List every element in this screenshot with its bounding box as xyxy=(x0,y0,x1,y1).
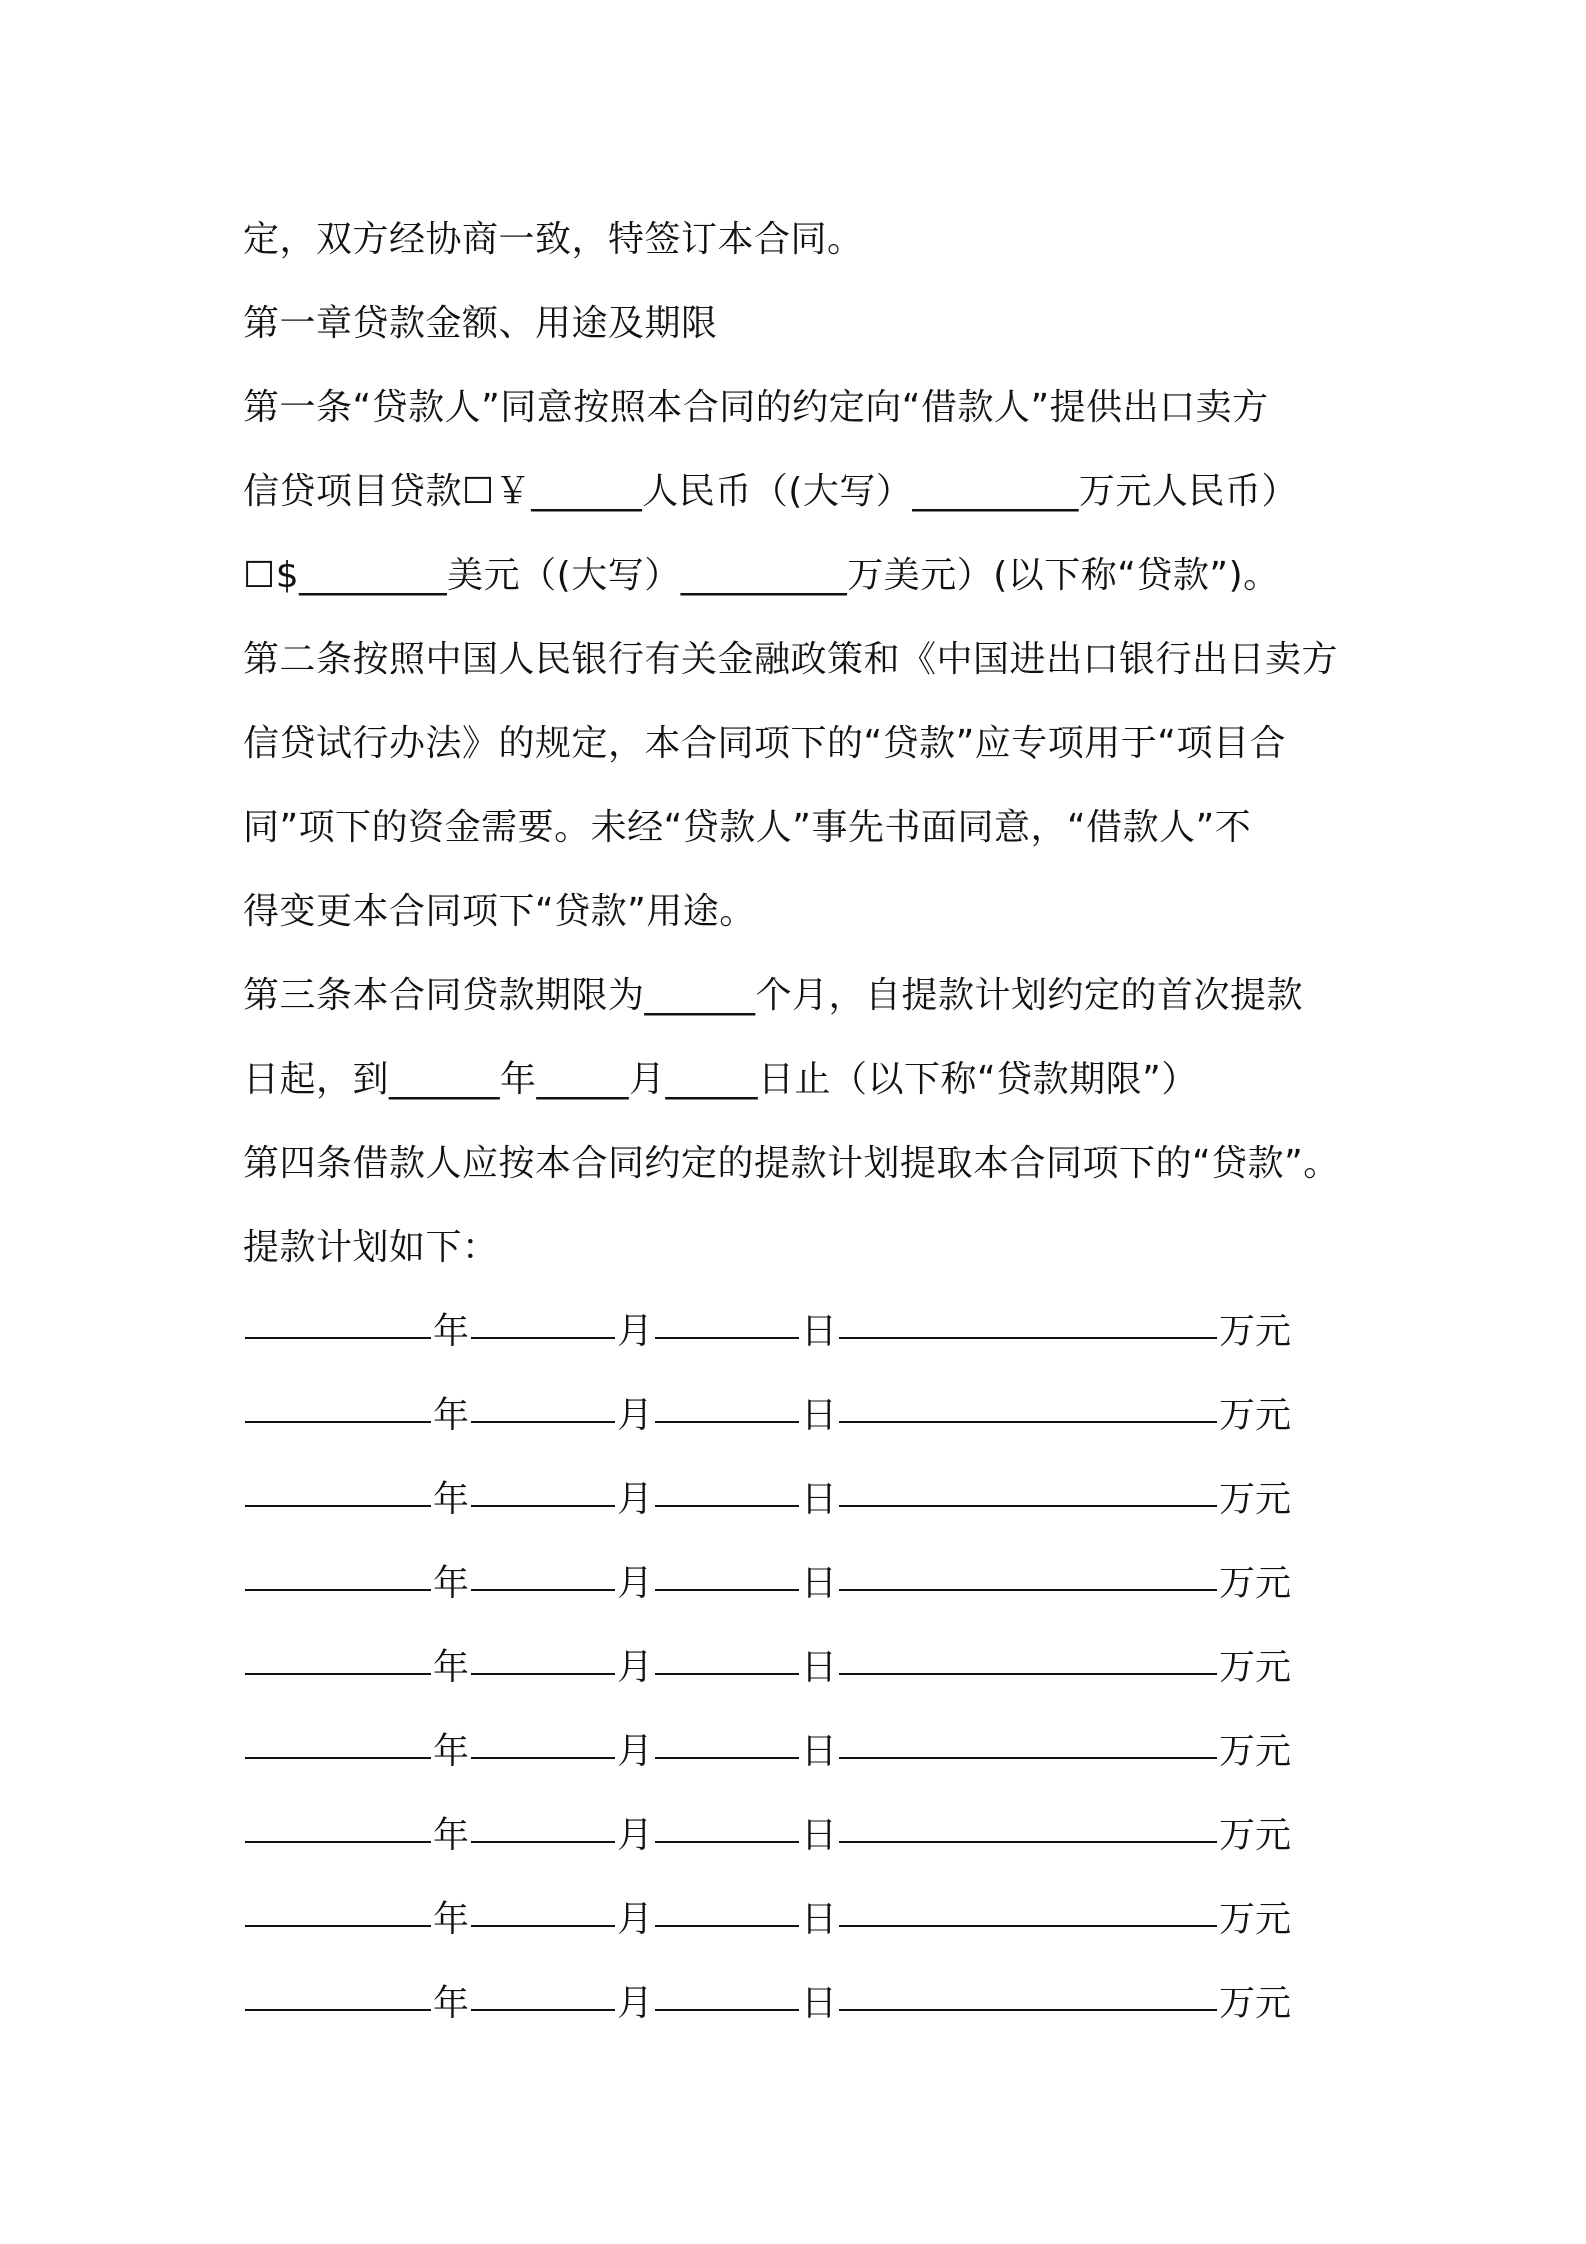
text-line-4: 信贷项目贷款☐￥______人民币（(大写）_________万元人民币） xyxy=(243,471,1298,512)
plan-row xyxy=(243,1290,1443,1374)
year-blank xyxy=(245,1723,431,1759)
unit-label: 万元 xyxy=(1219,1899,1292,1940)
year-label: 年 xyxy=(433,1479,470,1520)
year-label: 年 xyxy=(433,1731,470,1772)
month-label: 月 xyxy=(617,1815,654,1856)
day-label: 日 xyxy=(801,1395,838,1436)
unit-label: 万元 xyxy=(1219,1983,1292,2024)
month-label: 月 xyxy=(617,1311,654,1352)
chapter-heading: 第一章贷款金额、用途及期限 xyxy=(243,303,718,344)
plan-intro: 提款计划如下： xyxy=(243,1227,499,1268)
year-blank xyxy=(245,1891,431,1927)
amount-blank xyxy=(839,1471,1217,1507)
month-label: 月 xyxy=(617,1983,654,2024)
text-line-12: 第四条借款人应按本合同约定的提款计划提取本合同项下的“贷款”。 xyxy=(243,1143,1340,1184)
month-label: 月 xyxy=(617,1899,654,1940)
day-blank xyxy=(655,1303,799,1339)
day-blank xyxy=(655,1555,799,1591)
year-blank xyxy=(245,1303,431,1339)
day-label: 日 xyxy=(801,1479,838,1520)
day-blank xyxy=(655,1891,799,1927)
unit-label: 万元 xyxy=(1219,1647,1292,1688)
text-line-9: 得变更本合同项下“贷款”用途。 xyxy=(243,891,756,932)
plan-row xyxy=(243,1710,1443,1794)
plan-row xyxy=(243,1542,1443,1626)
month-blank xyxy=(471,1471,615,1507)
year-blank xyxy=(245,1807,431,1843)
day-blank xyxy=(655,1807,799,1843)
month-blank xyxy=(471,1303,615,1339)
plan-row xyxy=(243,1626,1443,1710)
year-label: 年 xyxy=(433,1311,470,1352)
text-line-5: ☐$________美元（(大写）_________万美元）(以下称“贷款”)。 xyxy=(243,555,1280,596)
month-label: 月 xyxy=(617,1395,654,1436)
year-label: 年 xyxy=(433,1395,470,1436)
text-line-8: 同”项下的资金需要。未经“贷款人”事先书面同意，“借款人”不 xyxy=(243,807,1252,848)
plan-row xyxy=(243,1794,1443,1878)
contract-text xyxy=(243,198,1443,2046)
amount-blank xyxy=(839,1975,1217,2011)
year-blank xyxy=(245,1387,431,1423)
day-blank xyxy=(655,1723,799,1759)
day-label: 日 xyxy=(801,1899,838,1940)
month-blank xyxy=(471,1975,615,2011)
month-blank xyxy=(471,1555,615,1591)
plan-row xyxy=(243,1458,1443,1542)
text-line-10: 第三条本合同贷款期限为______个月，自提款计划约定的首次提款 xyxy=(243,975,1304,1016)
amount-blank xyxy=(839,1303,1217,1339)
month-blank xyxy=(471,1639,615,1675)
month-blank xyxy=(471,1807,615,1843)
day-blank xyxy=(655,1975,799,2011)
day-label: 日 xyxy=(801,1815,838,1856)
text-line-7: 信贷试行办法》的规定，本合同项下的“贷款”应专项用于“项目合 xyxy=(243,723,1286,764)
unit-label: 万元 xyxy=(1219,1563,1292,1604)
plan-row xyxy=(243,1962,1443,2046)
text-line-11: 日起，到______年_____月_____日止（以下称“贷款期限”） xyxy=(243,1059,1198,1100)
year-blank xyxy=(245,1639,431,1675)
text-line-1: 定，双方经协商一致，特签订本合同。 xyxy=(243,219,864,260)
unit-label: 万元 xyxy=(1219,1479,1292,1520)
year-blank xyxy=(245,1975,431,2011)
year-label: 年 xyxy=(433,1899,470,1940)
unit-label: 万元 xyxy=(1219,1395,1292,1436)
month-blank xyxy=(471,1891,615,1927)
day-blank xyxy=(655,1387,799,1423)
month-label: 月 xyxy=(617,1647,654,1688)
day-blank xyxy=(655,1471,799,1507)
day-label: 日 xyxy=(801,1563,838,1604)
day-label: 日 xyxy=(801,1983,838,2024)
year-blank xyxy=(245,1471,431,1507)
year-blank xyxy=(245,1555,431,1591)
amount-blank xyxy=(839,1387,1217,1423)
plan-row xyxy=(243,1878,1443,1962)
day-blank xyxy=(655,1639,799,1675)
text-line-3: 第一条“贷款人”同意按照本合同的约定向“借款人”提供出口卖方 xyxy=(243,387,1269,428)
amount-blank xyxy=(839,1891,1217,1927)
day-label: 日 xyxy=(801,1647,838,1688)
text-line-6: 第二条按照中国人民银行有关金融政策和《中国进出口银行出日卖方 xyxy=(243,639,1339,680)
month-label: 月 xyxy=(617,1479,654,1520)
unit-label: 万元 xyxy=(1219,1731,1292,1772)
month-label: 月 xyxy=(617,1563,654,1604)
withdrawal-plan xyxy=(243,1290,1443,2046)
month-blank xyxy=(471,1723,615,1759)
day-label: 日 xyxy=(801,1311,838,1352)
unit-label: 万元 xyxy=(1219,1311,1292,1352)
year-label: 年 xyxy=(433,1815,470,1856)
month-blank xyxy=(471,1387,615,1423)
amount-blank xyxy=(839,1639,1217,1675)
amount-blank xyxy=(839,1723,1217,1759)
month-label: 月 xyxy=(617,1731,654,1772)
year-label: 年 xyxy=(433,1983,470,2024)
day-label: 日 xyxy=(801,1731,838,1772)
unit-label: 万元 xyxy=(1219,1815,1292,1856)
year-label: 年 xyxy=(433,1563,470,1604)
amount-blank xyxy=(839,1807,1217,1843)
plan-row xyxy=(243,1374,1443,1458)
amount-blank xyxy=(839,1555,1217,1591)
year-label: 年 xyxy=(433,1647,470,1688)
